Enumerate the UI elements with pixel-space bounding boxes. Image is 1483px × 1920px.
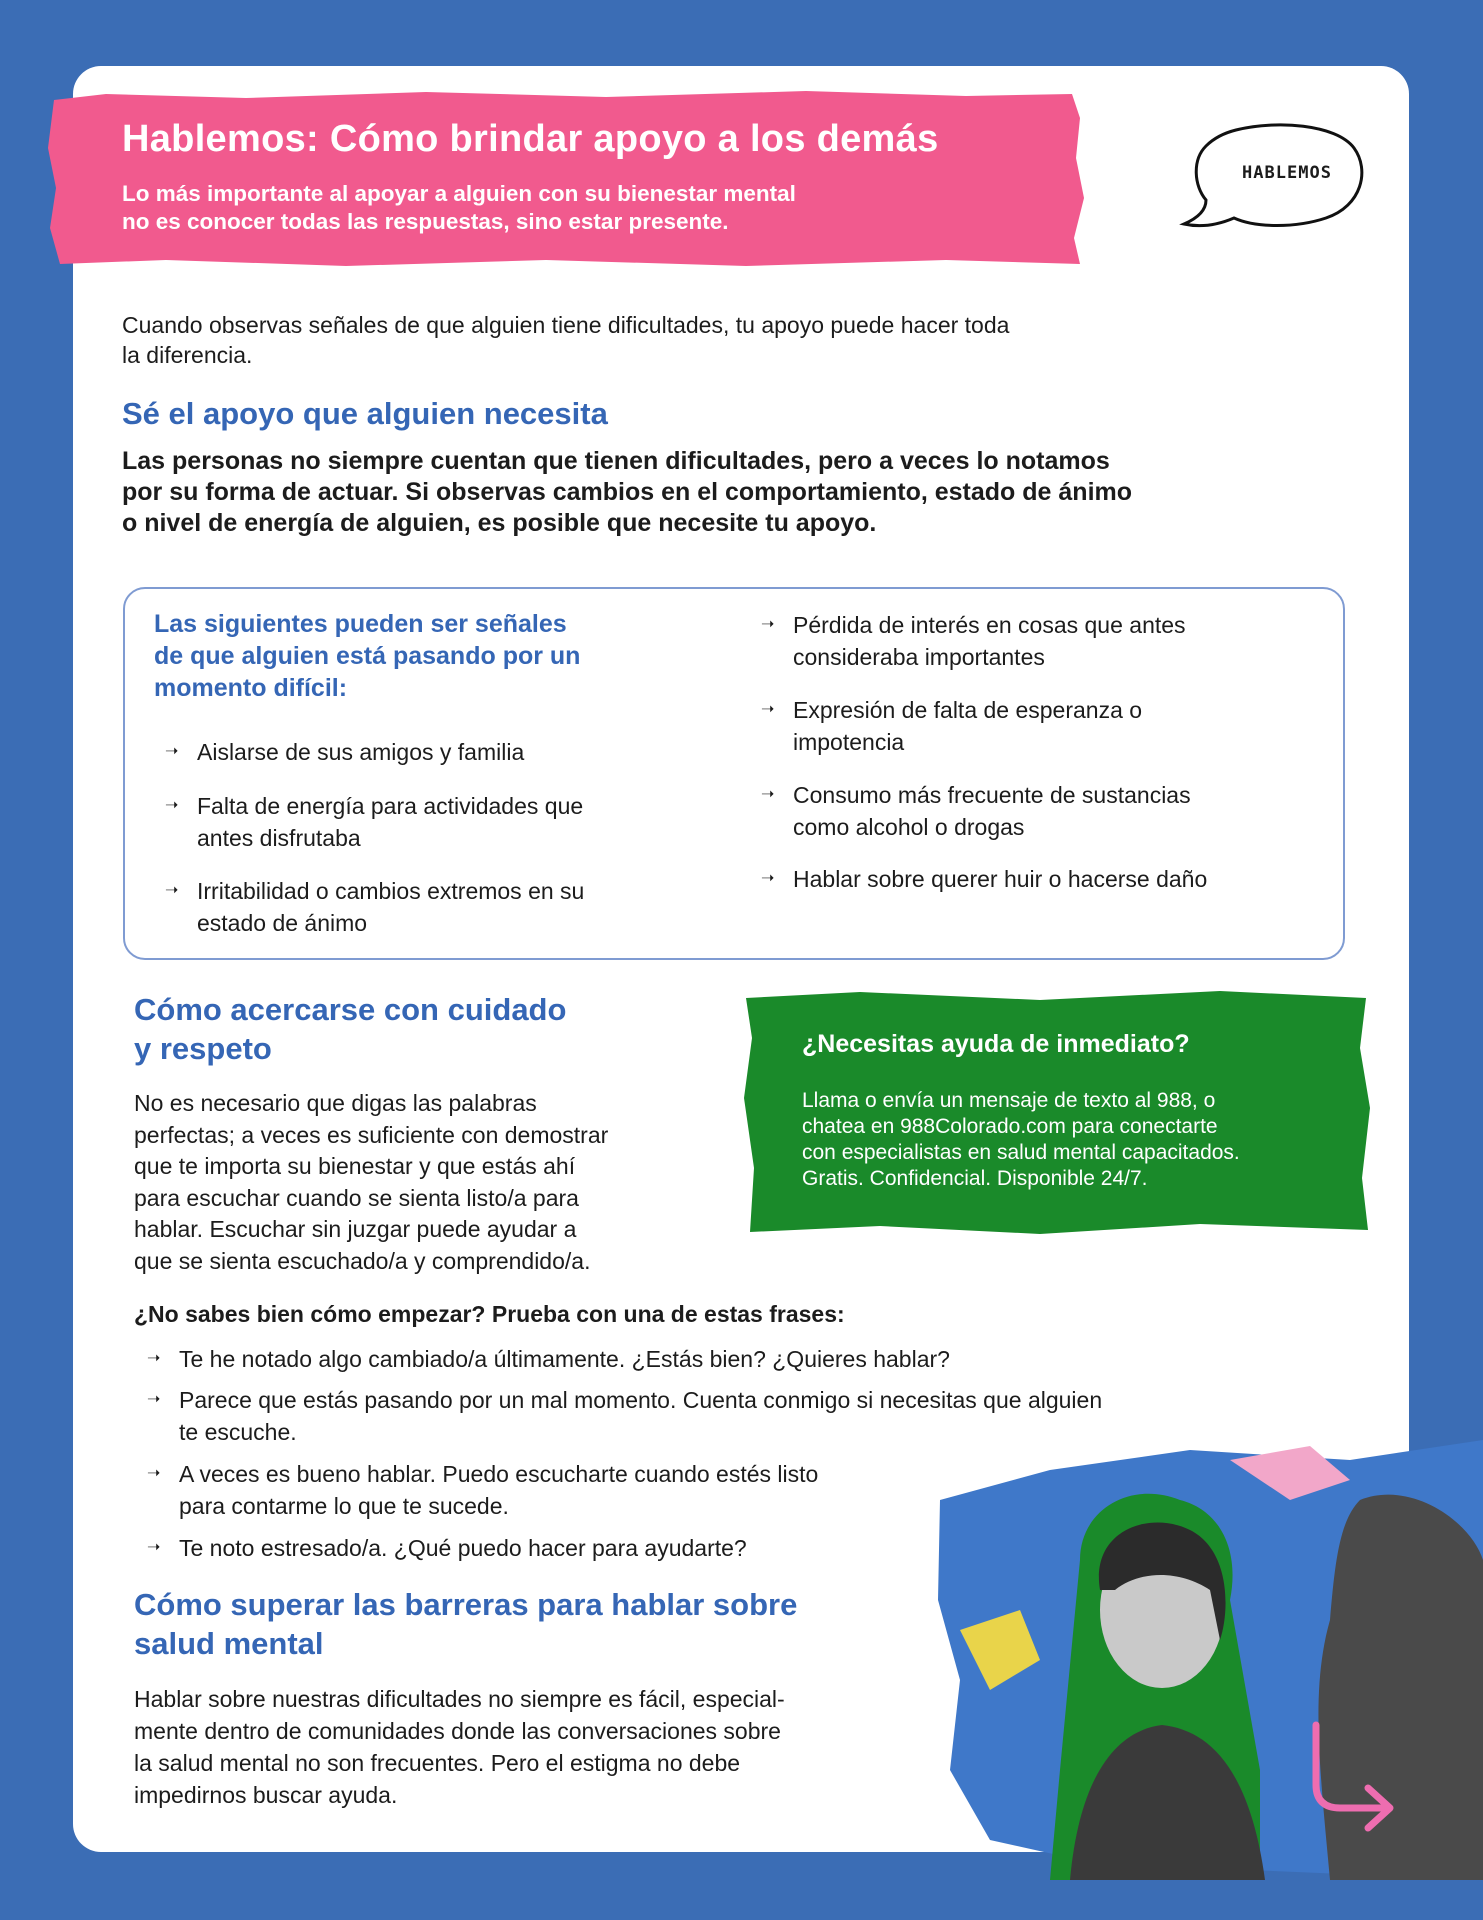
heading-line: Cómo superar las barreras para hablar sobre — [134, 1587, 798, 1622]
barriers-paragraph — [134, 1683, 934, 1811]
list-item — [761, 779, 1313, 843]
list-item — [147, 1458, 939, 1522]
section-heading-approach — [134, 990, 694, 1068]
list-item-text: consideraba importantes — [793, 644, 1045, 670]
help-line: Llama o envía un mensaje de texto al 988, o — [802, 1089, 1216, 1112]
list-item-text: Consumo más frecuente de sustancias — [793, 782, 1191, 808]
list-item — [147, 1384, 1329, 1448]
list-item — [761, 863, 1313, 895]
subtitle-line: no es conocer todas las respuestas, sino estar presente. — [122, 209, 729, 234]
barriers-line: mente dentro de comunidades donde las conversaciones sobre — [134, 1718, 781, 1744]
help-text — [802, 1088, 1342, 1192]
bubble-label: HABLEMOS — [1242, 163, 1332, 183]
heading-line: salud mental — [134, 1626, 324, 1661]
signs-heading-line: de que alguien está pasando por un — [154, 642, 581, 670]
list-item-text: estado de ánimo — [197, 910, 368, 936]
approach-paragraph — [134, 1088, 719, 1277]
approach-line: hablar. Escuchar sin juzgar puede ayudar a — [134, 1216, 577, 1242]
help-title: ¿Necesitas ayuda de inmediato? — [802, 1030, 1190, 1058]
header-banner — [46, 88, 1086, 268]
approach-line: que se sienta escuchado/a y comprendido/a. — [134, 1247, 591, 1274]
approach-line: perfectas; a veces es suficiente con demostrar — [134, 1121, 609, 1148]
help-line: con especialistas en salud mental capacitados. — [802, 1141, 1240, 1164]
arrow-right-icon: ➝ — [147, 1391, 161, 1408]
subtitle-line: Lo más importante al apoyar a alguien con su bienestar mental — [122, 181, 796, 206]
arrow-right-icon: ➝ — [761, 786, 775, 803]
heading-line: y respeto — [134, 1031, 272, 1066]
intro-paragraph — [122, 310, 1222, 370]
list-item — [165, 736, 677, 768]
list-item-text: antes disfrutaba — [197, 825, 361, 851]
arrow-right-icon: ➝ — [147, 1539, 161, 1556]
barriers-line: Hablar sobre nuestras dificultades no siempre es fácil, especial- — [134, 1686, 785, 1712]
page-title: Hablemos: Cómo brindar apoyo a los demás — [122, 118, 939, 160]
list-item — [147, 1532, 939, 1564]
list-item — [761, 609, 1313, 673]
phrases-question: ¿No sabes bien cómo empezar? Prueba con una de estas frases: — [134, 1301, 845, 1327]
support-paragraph — [122, 446, 1322, 539]
support-line: por su forma de actuar. Si observas cambios en el comportamiento, estado de ánimo — [122, 478, 1133, 506]
list-item-text: Irritabilidad o cambios extremos en su — [197, 878, 585, 904]
arrow-right-icon: ➝ — [147, 1350, 161, 1367]
arrow-right-icon: ➝ — [165, 743, 179, 760]
barriers-line: la salud mental no son frecuentes. Pero el estigma no debe — [134, 1750, 741, 1776]
barriers-line: impedirnos buscar ayuda. — [134, 1782, 398, 1808]
arrow-right-icon: ➝ — [761, 616, 775, 633]
list-item — [147, 1343, 1329, 1375]
list-item-text: Parece que estás pasando por un mal momento. Cuenta conmigo si necesitas que alguien — [179, 1387, 1103, 1413]
list-item-text: impotencia — [793, 729, 905, 755]
signs-heading-line: Las siguientes pueden ser señales — [154, 610, 567, 638]
list-item-text: Hablar sobre querer huir o hacerse daño — [793, 866, 1208, 892]
support-line: Las personas no siempre cuentan que tienen dificultades, pero a veces lo notamos — [122, 447, 1110, 475]
approach-line: que te importa su bienestar y que estás ahí — [134, 1153, 576, 1179]
list-item — [165, 875, 677, 939]
help-line: Gratis. Confidencial. Disponible 24/7. — [802, 1167, 1148, 1190]
section-heading-barriers — [134, 1585, 934, 1663]
list-item-text: A veces es bueno hablar. Puedo escucharte cuando estés listo — [179, 1461, 819, 1487]
banner-brush-shape — [46, 88, 1086, 268]
photo-collage — [930, 1440, 1483, 1880]
heading-line: Cómo acercarse con cuidado — [134, 992, 567, 1027]
list-item-text: para contarme lo que te sucede. — [179, 1493, 509, 1519]
list-item-text: Expresión de falta de esperanza o — [793, 697, 1143, 723]
support-line: o nivel de energía de alguien, es posible que necesite tu apoyo. — [122, 509, 877, 537]
signs-heading — [154, 608, 674, 704]
arrow-right-icon: ➝ — [147, 1465, 161, 1482]
list-item-text: como alcohol o drogas — [793, 814, 1025, 840]
arrow-right-icon: ➝ — [761, 870, 775, 887]
list-item — [761, 694, 1313, 758]
list-item-text: Falta de energía para actividades que — [197, 793, 584, 819]
page-subtitle — [122, 180, 1002, 236]
arrow-right-icon: ➝ — [165, 797, 179, 814]
intro-line: Cuando observas señales de que alguien tiene dificultades, tu apoyo puede hacer toda — [122, 312, 1010, 338]
help-line: chatea en 988Colorado.com para conectarte — [802, 1115, 1218, 1138]
arrow-right-icon: ➝ — [761, 701, 775, 718]
approach-line: No es necesario que digas las palabras — [134, 1090, 537, 1116]
arrow-right-icon: ➝ — [165, 882, 179, 899]
list-item-text: Te noto estresado/a. ¿Qué puedo hacer para ayudarte? — [179, 1535, 747, 1561]
list-item-text: Aislarse de sus amigos y familia — [197, 739, 525, 765]
section-heading-support: Sé el apoyo que alguien necesita — [122, 396, 608, 431]
list-item-text: Pérdida de interés en cosas que antes — [793, 612, 1186, 638]
list-item-text: Te he notado algo cambiado/a últimamente. ¿Estás bien? ¿Quieres hablar? — [179, 1346, 950, 1372]
list-item — [165, 790, 677, 854]
list-item-text: te escuche. — [179, 1419, 297, 1445]
signs-heading-line: momento difícil: — [154, 674, 348, 702]
approach-line: para escuchar cuando se sienta listo/a para — [134, 1184, 579, 1211]
intro-line: la diferencia. — [122, 342, 253, 368]
